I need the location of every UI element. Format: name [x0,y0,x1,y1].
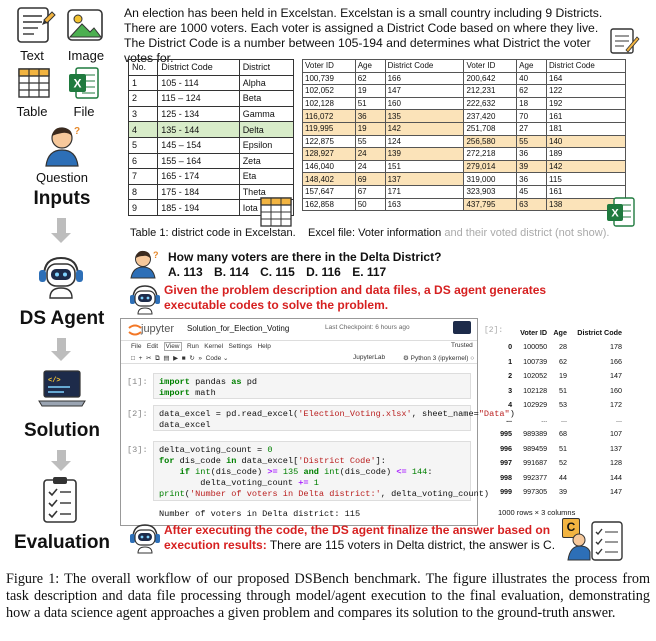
district-code-table [128,59,294,216]
voter-table-row [303,185,626,198]
dataframe-cell: 992377 [523,472,548,482]
dataframe-cell: 178 [610,342,622,352]
district-table-cell: 175 - 184 [158,184,239,200]
voter-table-cell: 162,858 [303,198,356,211]
save-icon[interactable]: □ [131,355,135,362]
dataframe-cell: 4 [508,400,513,410]
svg-text:?: ? [153,250,159,260]
district-table-cell: 115 – 124 [158,91,239,107]
down-arrow-2 [57,338,66,352]
district-table-cell: Zeta [239,153,293,169]
dataframe-cell: 19 [558,371,567,381]
voter-table-cell: 36 [517,173,547,186]
district-table-cell: 105 - 114 [158,75,239,91]
voter-table-cell: 161 [547,185,626,198]
voter-table-cell: 192 [547,97,626,110]
dataframe-cell: 989389 [523,429,548,439]
jupyter-menubar [121,341,477,352]
voter-table-row [303,198,626,211]
voter-table-cell: 69 [355,173,385,186]
dataframe-cell: ... [560,414,567,424]
voter-table-row [303,148,626,161]
voter-table-cell: 166 [385,72,464,85]
dataframe-row [496,441,624,456]
district-table-cell: 155 – 164 [158,153,239,169]
district-table-cell: 165 - 174 [158,169,239,185]
voter-table-cell: 102,128 [303,97,356,110]
voter-table-cell: 164 [547,72,626,85]
voter-table-cell: 36 [355,110,385,123]
voter-table-cell: 40 [517,72,547,85]
note-pencil-icon [608,26,640,56]
voter-table-cell: 36 [517,148,547,161]
voter-table-cell: 27 [517,122,547,135]
voter-table-header: Age [355,60,385,73]
table-icon-small [260,197,292,227]
dataframe-header: Age [553,327,567,337]
dataframe-cell: 998 [500,472,513,482]
voter-table-cell: 102,052 [303,85,356,98]
dataframe-cell: 100050 [523,342,548,352]
voter-table-cell: 163 [385,198,464,211]
voter-table-cell: 151 [385,160,464,173]
option-c: C. 115 [260,265,295,279]
dataframe-cell: 52 [558,458,567,468]
district-table-header: District Code [158,60,239,76]
district-table-header: District [239,60,293,76]
finalize-note [164,523,564,553]
dataframe-prompt: [2]: [484,326,504,335]
down-arrow-1 [57,218,66,234]
dataframe-row [496,354,624,369]
district-table-cell: 4 [129,122,158,138]
dataframe-cell: 147 [610,487,622,497]
district-table-row [129,91,294,107]
dataframe-cell: 989459 [523,443,548,453]
voter-table-cell: 51 [355,97,385,110]
dataframe-cell: 3 [508,385,513,395]
image-label: Image [67,48,105,63]
kernel-name: Python 3 (ipykernel) [410,355,469,362]
dataframe-cell: 996 [500,443,513,453]
dataframe-cell: ... [616,414,622,424]
jupyter-toolbar [121,352,477,364]
voter-table-cell: 55 [517,135,547,148]
add-cell-icon[interactable]: + [138,355,143,362]
stop-icon[interactable]: ■ [181,355,186,362]
voter-table-cell: 115 [547,173,626,186]
cell-type-select[interactable]: Code [205,355,222,362]
voter-table-cell: 279,014 [464,160,517,173]
dataframe-cell: 137 [610,443,622,453]
dataframe-cell: 995 [500,429,513,439]
trusted-label[interactable]: Trusted [451,342,473,349]
laptop-code-icon [38,368,86,408]
dataframe-row [496,485,624,500]
fast-forward-icon[interactable]: » [198,355,203,362]
district-table-row [129,137,294,153]
voter-table-cell: 251,708 [464,122,517,135]
dataframe-cell: 144 [610,472,622,482]
file-label: File [73,104,95,119]
voter-table-cell: 437,795 [464,198,517,211]
menu-run[interactable]: Run [186,343,199,350]
kernel-status[interactable]: ⚙ Python 3 (ipykernel) ○ [403,355,475,362]
question-person-icon [42,124,82,168]
question-text: How many voters are there in the Delta District? [168,250,442,264]
voter-table-row [303,160,626,173]
dataframe-cell: 102052 [523,371,548,381]
dataframe-header [496,325,514,340]
answer-options [168,265,394,279]
copy-icon[interactable]: ⧉ [155,355,160,362]
voter-table-cell: 50 [355,198,385,211]
voter-table-caption [308,227,609,239]
voter-table-cell: 272,218 [464,148,517,161]
voter-table-cell: 116,072 [303,110,356,123]
dataframe-row [496,398,624,413]
voter-table-row [303,110,626,123]
table-icon [18,68,50,98]
district-table-cell: Beta [239,91,293,107]
option-a: A. 113 [168,265,203,279]
dataframe-cell: 147 [610,371,622,381]
voter-table-cell: 18 [517,97,547,110]
dataframe-cell: 51 [558,385,567,395]
run-icon[interactable]: ▶ [173,355,179,362]
voter-table-header: Age [517,60,547,73]
voter-table-cell: 181 [547,122,626,135]
svg-text:?: ? [74,126,81,137]
question-label: Question [35,170,89,185]
checkpoint-text: Last Checkpoint: 6 hours ago [325,324,410,331]
jupyter-wordmark: jupyter [141,323,175,335]
voter-table-row [303,72,626,85]
voter-table-cell: 171 [385,185,464,198]
stage-evaluation: Evaluation [13,532,111,553]
problem-description: An election has been held in Excelstan. Excelstan is a small country including 9 Districts. There are 1000 voters. Each voter is assigned a District Code based on where they live. The District Code is a number between 105-194 and determines what District the voter votes for. [124,6,603,65]
voter-table-cell: 124 [385,135,464,148]
dataframe-cell: ... [506,414,513,424]
voter-table-cell: 62 [517,85,547,98]
dataframe-header: District Code [577,327,622,337]
dataframe-row [496,383,624,398]
figure-caption: Figure 1: The overall workflow of our proposed DSBench benchmark. The figure illustrates the process from task description and data file processing through model/agent execution to the final evaluation, demonstrating how a data science agent approaches a given problem and compares its solution to the ground-truth answer. [6,571,650,621]
district-table-cell: Alpha [239,75,293,91]
robot-agent-icon [36,252,86,300]
district-table-cell: 135 - 144 [158,122,239,138]
voter-table-row [303,135,626,148]
dataframe-cell: 166 [610,356,622,366]
district-table-cell: Theta [239,184,293,200]
district-table-row [129,169,294,185]
district-table-row [129,153,294,169]
voter-caption-main: Excel file: Voter information [308,227,442,239]
dataframe-cell: 128 [610,458,622,468]
district-table-cell: 6 [129,153,158,169]
finalize-red-text: After executing the code, the DS agent finalize the answer based on execution results: [164,523,551,552]
voter-table-cell: 24 [355,148,385,161]
excel-file-icon-small [606,196,636,228]
cell-input-1[interactable]: import pandas as pd import math [153,373,471,399]
voter-table-cell: 67 [355,185,385,198]
dataframe-cell: 68 [558,429,567,439]
voter-table-cell: 161 [547,110,626,123]
text-label: Text [20,48,44,63]
district-table-caption: Table 1: district code in Excelstan. [130,227,296,239]
district-table-cell: 2 [129,91,158,107]
voter-caption-grey: and their voted district (not show). [441,227,610,239]
voter-table-cell: 139 [385,148,464,161]
district-table-header: No. [129,60,158,76]
voter-table-cell: 128,927 [303,148,356,161]
voter-table-cell: 319,000 [464,173,517,186]
dataframe-row [496,340,624,355]
cell-output-3: Number of voters in Delta district: 115 [159,509,361,519]
voter-table-row [303,122,626,135]
finalize-answer-text: There are 115 voters in Delta district, the answer is C. [266,538,556,552]
district-table-row [129,106,294,122]
dataframe-cell: 28 [558,342,567,352]
jupyterlab-link[interactable]: JupyterLab [353,354,386,361]
code-cell-3[interactable] [127,441,490,523]
district-table-cell: 145 – 154 [158,137,239,153]
menu-file[interactable]: File [131,343,142,350]
question-person-icon-small [128,249,162,279]
menu-help[interactable]: Help [257,343,271,350]
cut-icon[interactable]: ✂ [145,355,152,362]
code-cell-1[interactable] [127,373,471,401]
voter-table-cell: 62 [355,72,385,85]
voter-table-cell: 19 [355,122,385,135]
dataframe-cell: 107 [610,429,622,439]
district-table-cell: 7 [129,169,158,185]
dataframe-footer: 1000 rows × 3 columns [498,508,576,517]
checklist-icon [40,476,82,526]
dataframe-cell: 51 [558,443,567,453]
voter-table-cell: 157,647 [303,185,356,198]
cell-prompt-3: [3]: [127,445,148,455]
restart-icon[interactable]: ↻ [189,355,195,362]
dataframe-cell: 160 [610,385,622,395]
district-table-cell: 9 [129,200,158,216]
cell-prompt-1: [1]: [127,377,148,387]
svg-text:X: X [611,207,619,220]
jupyter-header [121,319,477,341]
menu-kernel[interactable]: Kernel [204,343,224,350]
district-table-row [129,122,294,138]
table-label: Table [16,104,48,119]
voter-table-cell: 323,903 [464,185,517,198]
cell-prompt-2: [2]: [127,409,148,419]
voter-table-header: Voter ID [303,60,356,73]
text-document-icon [16,6,56,44]
voter-table-header: Voter ID [464,60,517,73]
stage-inputs: Inputs [33,188,91,209]
dataframe-row [496,470,624,485]
voter-table-cell: 148,402 [303,173,356,186]
dataframe-row [496,369,624,384]
image-icon [66,8,104,42]
dataframe-cell: 62 [558,356,567,366]
option-d: D. 116 [306,265,341,279]
district-table-cell: Gamma [239,106,293,122]
voter-table-cell: 138 [547,198,626,211]
excel-file-icon [68,66,100,100]
option-b: B. 114 [214,265,249,279]
district-table-cell: Eta [239,169,293,185]
robot-icon-small [128,283,162,315]
evaluation-checklist-icon [566,520,642,564]
dataframe-row [496,456,624,471]
voter-table-cell: 119,995 [303,122,356,135]
voter-table-cell: 256,580 [464,135,517,148]
voter-table-cell: 122 [547,85,626,98]
dataframe-cell: 1 [508,356,513,366]
dataframe-cell: 999 [500,487,513,497]
stage-ds-agent: DS Agent [19,308,105,329]
robot-icon-final [128,522,162,554]
district-table-cell: 185 - 194 [158,200,239,216]
voter-table-cell: 142 [385,122,464,135]
voter-table-header: District Code [547,60,626,73]
voter-table-cell: 200,642 [464,72,517,85]
dataframe-cell: 0 [508,342,513,352]
menu-settings[interactable]: Settings [228,343,253,350]
voter-table-cell: 24 [355,160,385,173]
dataframe-cell: 102128 [523,385,548,395]
dataframe-output [496,325,624,499]
cell-input-3[interactable]: delta_voting_count = 0 for dis_code in data_excel['District Code']: if int(dis_code) >= 135 and int(dis_code) <= 144: delta_voting_count += 1 print('Number of voters in Delta district:', delta_voting_count) [153,441,471,501]
dataframe-cell: 102929 [523,400,548,410]
voter-table-cell: 70 [517,110,547,123]
cell-input-2[interactable]: data_excel = pd.read_excel('Election_Voting.xlsx', sheet_name="Data") data_excel [153,405,471,431]
svg-text:</>: </> [48,377,61,385]
dataframe-cell: 2 [508,371,513,381]
paste-icon[interactable]: ▤ [163,355,170,362]
voter-table-cell: 55 [355,135,385,148]
option-e: E. 117 [352,265,387,279]
voter-table-row [303,85,626,98]
chevron-down-icon[interactable]: ⌄ [223,355,229,362]
dataframe-cell: ... [541,414,548,424]
district-table-cell: 125 - 134 [158,106,239,122]
dataframe-cell: 39 [558,487,567,497]
district-table-cell: Epsilon [239,137,293,153]
notebook-title[interactable]: Solution_for_Election_Voting [187,324,290,333]
voter-table-cell: 45 [517,185,547,198]
voter-table-cell: 19 [355,85,385,98]
voter-table-cell: 63 [517,198,547,211]
voter-table-cell: 237,420 [464,110,517,123]
voter-table-cell: 147 [385,85,464,98]
left-panel [0,0,122,565]
district-table-cell: 1 [129,75,158,91]
dataframe-cell: 997305 [523,487,548,497]
voter-table-header: District Code [385,60,464,73]
voter-table-cell: 222,632 [464,97,517,110]
voter-table-cell: 212,231 [464,85,517,98]
voter-table-cell: 39 [517,160,547,173]
voter-table-cell: 122,875 [303,135,356,148]
district-table-row [129,75,294,91]
voter-table-cell: 146,040 [303,160,356,173]
voter-table-cell: 140 [547,135,626,148]
voter-table-cell: 135 [385,110,464,123]
voter-information-table [302,59,626,211]
dataframe-cell: 44 [558,472,567,482]
svg-text:X: X [73,76,82,91]
district-table-cell: 3 [129,106,158,122]
district-table-cell: 5 [129,137,158,153]
agent-generate-note: Given the problem description and data files, a DS agent generates executable codes to solve the problem. [164,283,547,312]
voter-table-cell: 100,739 [303,72,356,85]
voter-table-cell: 189 [547,148,626,161]
dataframe-row [496,412,624,427]
code-cell-2[interactable] [127,405,515,433]
dataframe-cell: 991687 [523,458,548,468]
dataframe-cell: 997 [500,458,513,468]
dataframe-header: Voter ID [520,327,548,337]
voter-table-row [303,173,626,186]
menu-edit[interactable]: Edit [146,343,159,350]
district-table-cell: Delta [239,122,293,138]
dataframe-cell: 172 [610,400,622,410]
dataframe-cell: 53 [558,400,567,410]
dataframe-row [496,427,624,442]
voter-table-cell: 142 [547,160,626,173]
menu-view[interactable]: View [165,343,180,350]
voter-table-cell: 137 [385,173,464,186]
dataframe-cell: 100739 [523,356,548,366]
district-table-cell: 8 [129,184,158,200]
stage-solution: Solution [24,420,100,441]
voter-table-row [303,97,626,110]
district-table-cell: Iota [239,200,293,216]
answer-badge: C [562,518,580,538]
voter-table-cell: 160 [385,97,464,110]
notebook-thumb-icon[interactable] [453,321,471,334]
